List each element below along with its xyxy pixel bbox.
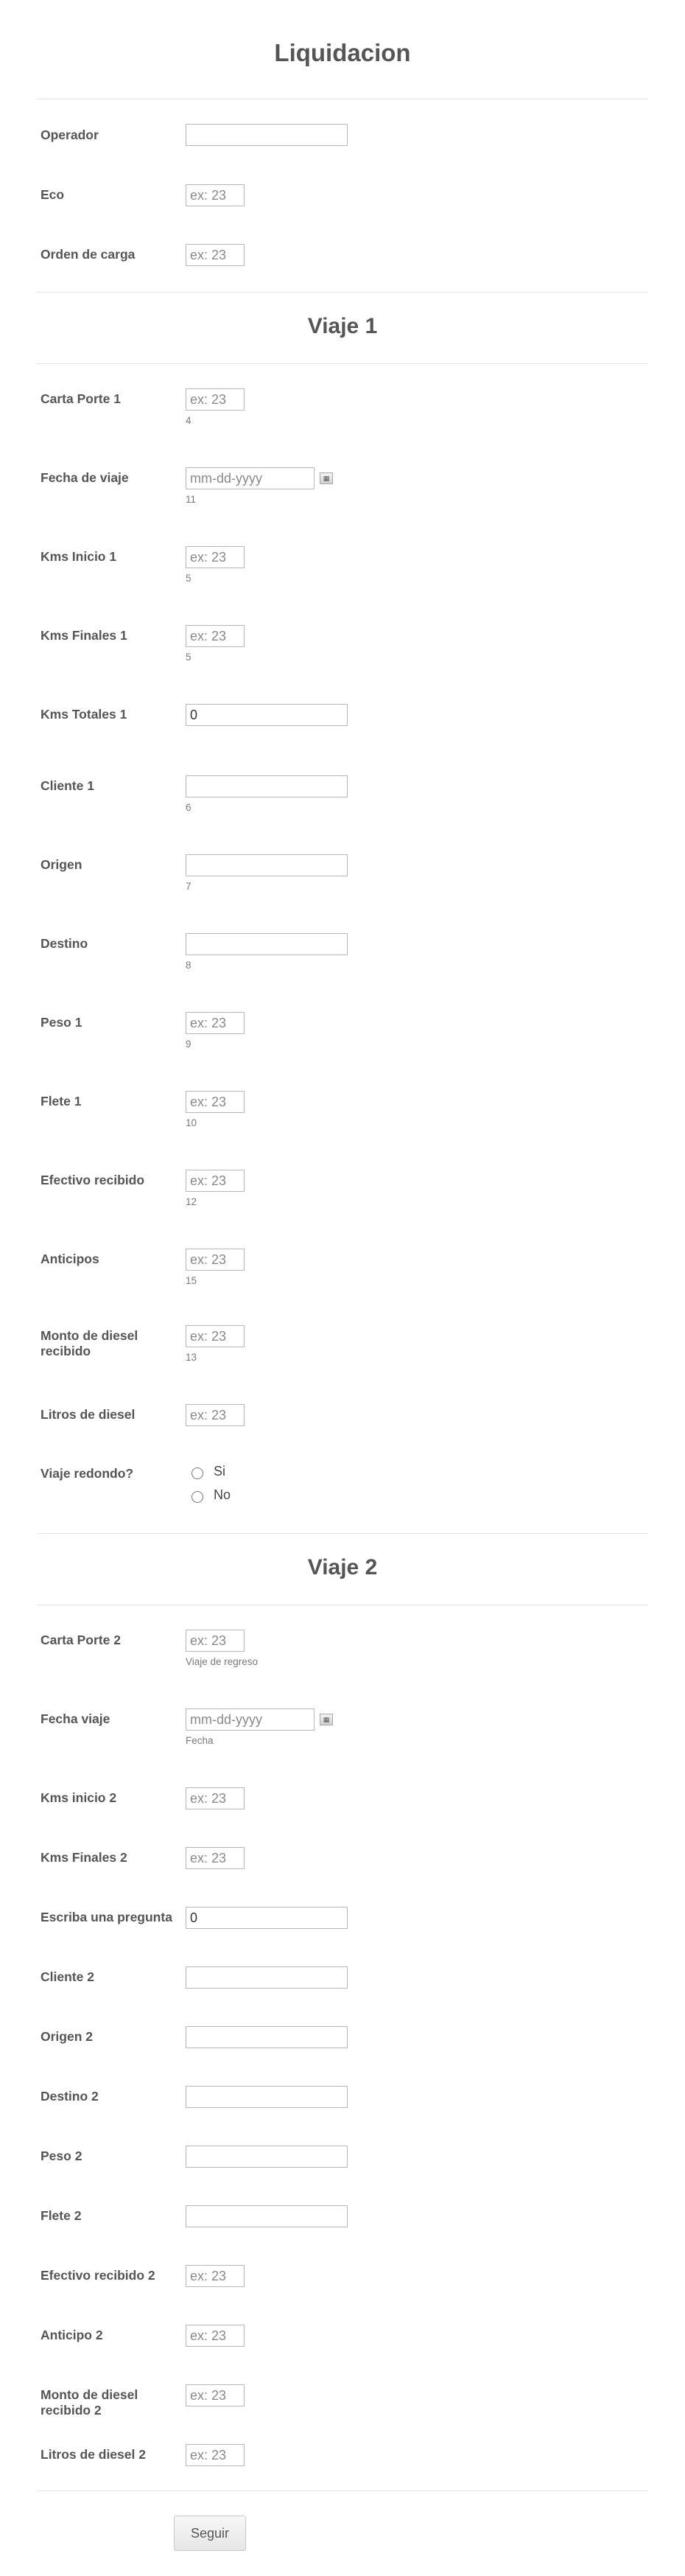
kms-inicio-2-label: Kms inicio 2 — [41, 1790, 117, 1805]
anticipos-label: Anticipos — [41, 1252, 99, 1266]
monto-diesel-label-line2: recibido — [41, 1344, 91, 1358]
monto-diesel-label — [41, 1328, 188, 1359]
kms-totales-1-input[interactable] — [186, 704, 348, 726]
section-title-viaje-2: Viaje 2 — [307, 1555, 378, 1580]
fecha-viaje-label: Fecha de viaje — [41, 470, 129, 485]
eco-label: Eco — [41, 187, 65, 202]
divider — [37, 363, 648, 364]
destino-sublabel: 8 — [186, 960, 192, 971]
flete-2-label: Flete 2 — [41, 2208, 82, 2223]
carta-porte-2-label: Carta Porte 2 — [41, 1633, 121, 1647]
anticipos-sublabel: 15 — [186, 1275, 197, 1286]
efectivo-recibido-input[interactable] — [186, 1170, 245, 1192]
carta-porte-1-label: Carta Porte 1 — [41, 391, 121, 406]
peso-2-label: Peso 2 — [41, 2149, 82, 2163]
flete-1-sublabel: 10 — [186, 1117, 197, 1128]
calendar-icon[interactable]: ▦ — [320, 472, 333, 484]
fecha-viaje-sublabel: 11 — [186, 494, 197, 505]
kms-inicio-1-sublabel: 5 — [186, 573, 192, 584]
page-title: Liquidacion — [274, 39, 411, 66]
kms-inicio-1-label: Kms Inicio 1 — [41, 549, 117, 564]
litros-diesel-2-label: Litros de diesel 2 — [41, 2447, 146, 2462]
operador-input[interactable] — [186, 124, 348, 146]
anticipo-2-input[interactable] — [186, 2325, 245, 2347]
peso-1-label: Peso 1 — [41, 1015, 82, 1030]
monto-diesel-2-label — [41, 2387, 188, 2418]
peso-1-sublabel: 9 — [186, 1039, 192, 1050]
monto-diesel-2-label-line1: Monto de diesel — [41, 2387, 138, 2402]
radio-si-label[interactable]: Si — [214, 1464, 226, 1479]
divider — [37, 292, 648, 293]
efectivo-recibido-2-label: Efectivo recibido 2 — [41, 2268, 155, 2283]
fecha-viaje-2-input[interactable] — [186, 1708, 315, 1731]
anticipos-input[interactable] — [186, 1249, 245, 1271]
section-title-viaje-1: Viaje 1 — [307, 314, 378, 338]
kms-finales-2-input[interactable] — [186, 1847, 245, 1869]
kms-inicio-2-input[interactable] — [186, 1787, 245, 1809]
peso-1-input[interactable] — [186, 1012, 245, 1034]
eco-input[interactable] — [186, 184, 245, 206]
divider — [37, 99, 648, 100]
origen-input[interactable] — [186, 854, 348, 876]
fecha-viaje-2-label: Fecha viaje — [41, 1711, 110, 1726]
destino-input[interactable] — [186, 933, 348, 955]
anticipo-2-label: Anticipo 2 — [41, 2328, 103, 2342]
kms-finales-1-input[interactable] — [186, 625, 245, 647]
fecha-viaje-2-sublabel: Fecha — [186, 1735, 214, 1746]
kms-finales-1-sublabel: 5 — [186, 652, 192, 663]
orden-carga-input[interactable] — [186, 244, 245, 266]
radio-si[interactable] — [192, 1467, 203, 1479]
pregunta-label: Escriba una pregunta — [41, 1910, 172, 1924]
destino-label: Destino — [41, 936, 88, 951]
cliente-2-label: Cliente 2 — [41, 1969, 94, 1984]
monto-diesel-sublabel: 13 — [186, 1352, 197, 1363]
origen-2-label: Origen 2 — [41, 2029, 93, 2044]
kms-finales-1-label: Kms Finales 1 — [41, 628, 127, 643]
operador-label: Operador — [41, 128, 99, 142]
pregunta-input[interactable] — [186, 1907, 348, 1929]
destino-2-input[interactable] — [186, 2086, 348, 2108]
flete-1-input[interactable] — [186, 1091, 245, 1113]
viaje-redondo-label: Viaje redondo? — [41, 1466, 134, 1481]
kms-finales-2-label: Kms Finales 2 — [41, 1850, 127, 1865]
origen-2-input[interactable] — [186, 2026, 348, 2048]
efectivo-recibido-sublabel: 12 — [186, 1196, 197, 1207]
kms-inicio-1-input[interactable] — [186, 546, 245, 568]
seguir-button[interactable]: Seguir — [174, 2516, 246, 2551]
divider — [37, 1533, 648, 1534]
carta-porte-1-input[interactable] — [186, 388, 245, 411]
origen-label: Origen — [41, 857, 82, 872]
flete-1-label: Flete 1 — [41, 1094, 82, 1109]
radio-no[interactable] — [192, 1491, 203, 1503]
carta-porte-2-sublabel: Viaje de regreso — [186, 1656, 259, 1667]
efectivo-recibido-label: Efectivo recibido — [41, 1173, 145, 1187]
cliente-1-label: Cliente 1 — [41, 778, 94, 793]
kms-totales-1-label: Kms Totales 1 — [41, 707, 127, 722]
monto-diesel-2-label-line2: recibido 2 — [41, 2403, 102, 2418]
cliente-1-sublabel: 6 — [186, 802, 192, 813]
litros-diesel-label: Litros de diesel — [41, 1407, 136, 1422]
carta-porte-2-input[interactable] — [186, 1630, 245, 1652]
cliente-1-input[interactable] — [186, 775, 348, 797]
flete-2-input[interactable] — [186, 2205, 348, 2227]
destino-2-label: Destino 2 — [41, 2089, 99, 2104]
litros-diesel-2-input[interactable] — [186, 2444, 245, 2466]
calendar-icon[interactable]: ▦ — [320, 1714, 333, 1725]
origen-sublabel: 7 — [186, 881, 192, 892]
cliente-2-input[interactable] — [186, 1966, 348, 1989]
radio-no-label[interactable]: No — [214, 1487, 231, 1502]
fecha-viaje-input[interactable] — [186, 467, 315, 489]
orden-carga-label: Orden de carga — [41, 247, 136, 262]
monto-diesel-input[interactable] — [186, 1325, 245, 1347]
peso-2-input[interactable] — [186, 2146, 348, 2168]
monto-diesel-label-line1: Monto de diesel — [41, 1328, 138, 1343]
monto-diesel-2-input[interactable] — [186, 2384, 245, 2406]
litros-diesel-input[interactable] — [186, 1404, 245, 1426]
carta-porte-1-sublabel: 4 — [186, 415, 192, 426]
efectivo-recibido-2-input[interactable] — [186, 2265, 245, 2287]
